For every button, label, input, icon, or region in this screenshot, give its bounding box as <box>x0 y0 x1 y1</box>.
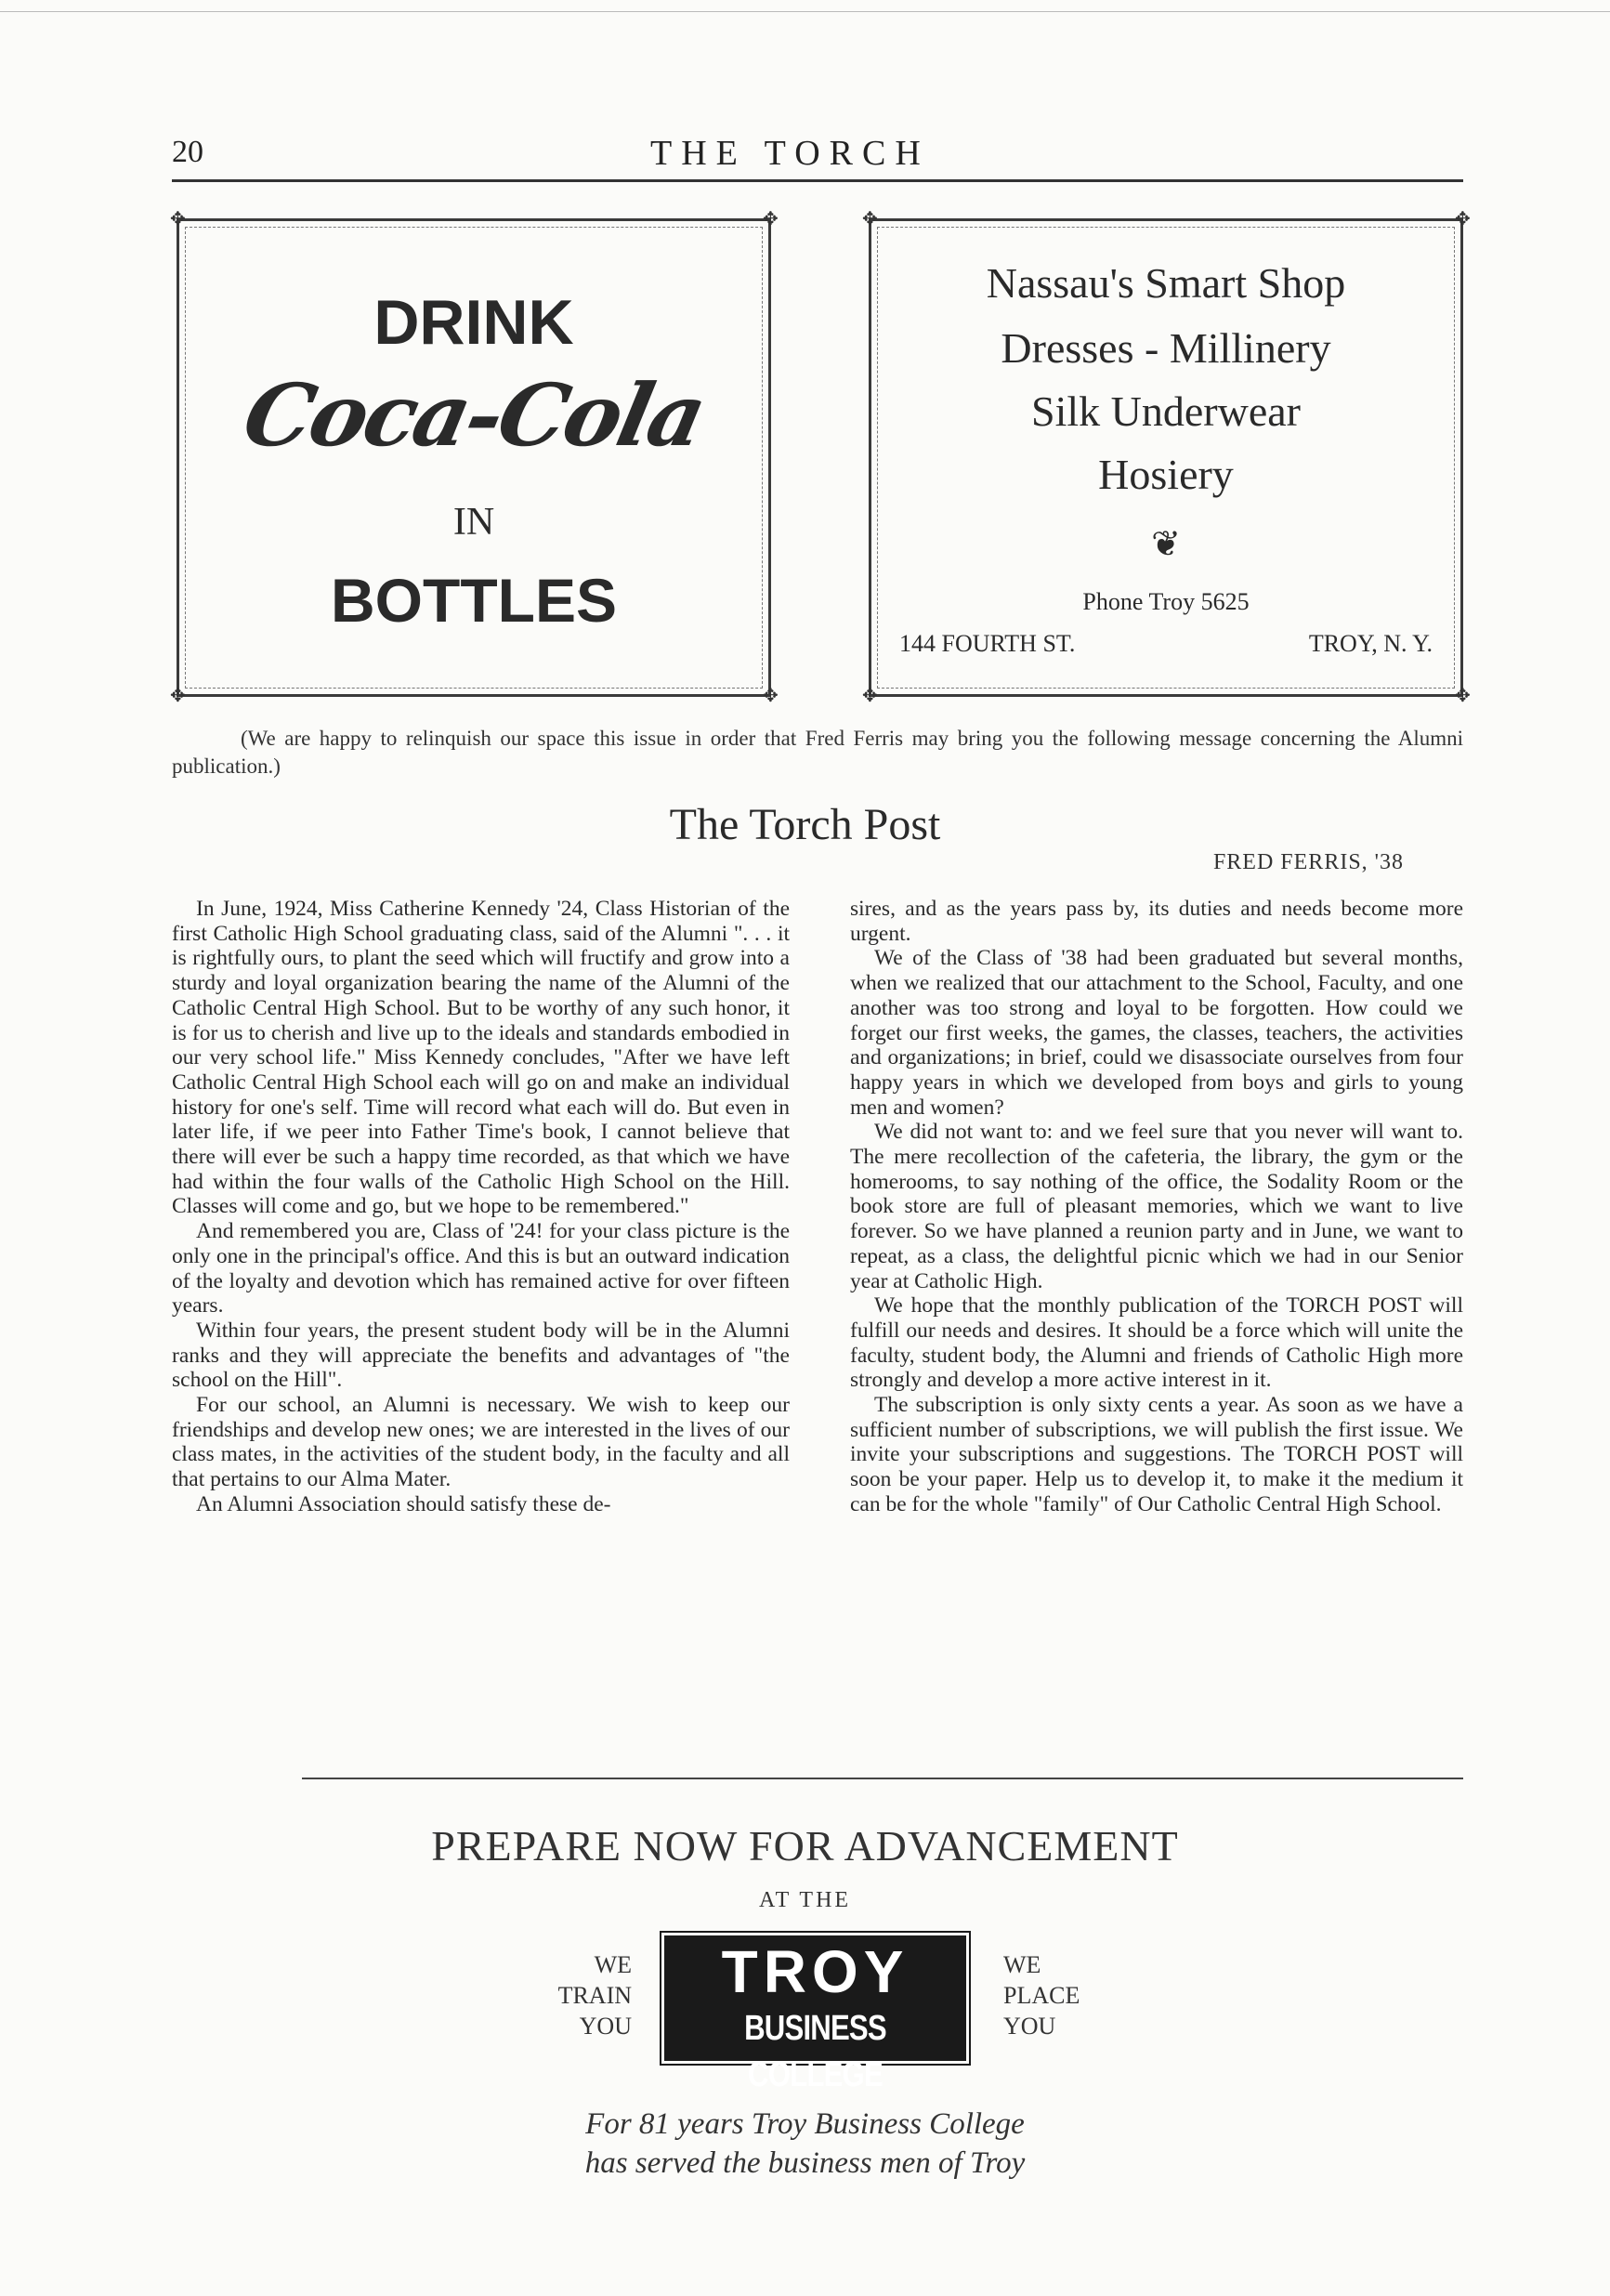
article-paragraph: And remembered you are, Class of '24! for your class picture is the only one in the principal's office. And this is but an outward indication of the loyalty and devotion which has remained active for over fifteen years. <box>172 1219 790 1319</box>
corner-ornament-icon: ✥ <box>170 686 186 706</box>
article-byline: FRED FERRIS, '38 <box>1212 850 1404 874</box>
coke-drink-text: DRINK <box>373 287 574 358</box>
troy-business-college-logo <box>664 1935 966 2094</box>
corner-ornament-icon: ✥ <box>763 686 779 706</box>
coke-bottles-text: BOTTLES <box>331 566 617 635</box>
logo-troy-text: TROY <box>721 1938 910 2005</box>
ad-word: WE <box>1003 1951 1041 1978</box>
article-column-right <box>850 897 1463 1517</box>
ad-word: WE <box>594 1951 632 1978</box>
scan-edge-line <box>0 11 1610 12</box>
college-ad-right-words <box>1003 1949 1115 2041</box>
shop-line-dresses: Dresses - Millinery <box>1001 324 1331 372</box>
article-paragraph: sires, and as the years pass by, its duties and needs become more urgent. <box>850 897 1463 946</box>
shop-phone: Phone Troy 5625 <box>1082 588 1250 615</box>
shop-address: 144 FOURTH ST. <box>899 630 1076 657</box>
article-column-left <box>172 897 790 1517</box>
shop-city: TROY, N. Y. <box>1308 630 1433 657</box>
page-number: 20 <box>172 135 203 169</box>
article-paragraph: An Alumni Association should satisfy these de- <box>196 1491 611 1516</box>
shop-line-silk: Silk Underwear <box>1031 387 1301 435</box>
article-paragraph: Within four years, the present student body will be in the Alumni ranks and they will appreciate the benefits and advantages of "the school on the Hill". <box>172 1318 790 1393</box>
college-ad-tagline: has served the business men of Troy <box>584 2146 1026 2180</box>
corner-ornament-icon: ✥ <box>170 209 186 230</box>
college-ad-headline: PREPARE NOW FOR ADVANCEMENT <box>431 1822 1179 1870</box>
shop-line-hosiery: Hosiery <box>1098 451 1234 498</box>
ad-word: TRAIN <box>557 1982 632 2009</box>
shop-name: Nassau's Smart Shop <box>986 259 1346 307</box>
ad-word: PLACE <box>1003 1982 1080 2009</box>
coca-cola-logo: Coca-Cola <box>235 365 713 466</box>
college-ad-tagline: For 81 years Troy Business College <box>585 2107 1025 2141</box>
ad-word: YOU <box>1003 2013 1056 2040</box>
corner-ornament-icon: ✥ <box>1455 686 1471 706</box>
corner-ornament-icon: ✥ <box>862 209 878 230</box>
coca-cola-ad <box>170 209 779 706</box>
floral-ornament-icon: ❦ <box>1151 525 1181 564</box>
article-paragraph: For our school, an Alumni is necessary. We wish to keep our friendships and develop new ones; we are interested in the lives of our class mates, in the activities of the student body, in the faculty and all that pertains to our Alma Mater. <box>172 1393 790 1492</box>
editorial-note: (We are happy to relinquish our space this issue in order that Fred Ferris may bring you the following message concerning the Alumni publication.) <box>172 727 1463 778</box>
running-title: THE TORCH <box>650 134 930 173</box>
corner-ornament-icon: ✥ <box>862 686 878 706</box>
college-ad-left-words <box>520 1949 632 2041</box>
article-paragraph: We did not want to: and we feel sure that you never will want to. The mere recollection of the cafeteria, the library, the gym or the homerooms, to say nothing of the office, the Sodality Room or the book store are full of pleasant memories, which we want to live forever. So we have planned a reunion party and in June, we want to repeat, as a class, the delightful picnic which we had in our Senior year at Catholic High. <box>850 1120 1463 1293</box>
logo-business-college-text: BUSINESS COLLEGE <box>744 2009 886 2094</box>
header-rule <box>172 179 1463 182</box>
article-paragraph: We hope that the monthly publication of the TORCH POST will fulfill our needs and desires. It should be a force which will unite the faculty, student body, the Alumni and friends of Catholic High more strongly and develop a more active interest in it. <box>850 1293 1463 1393</box>
article-paragraph: In June, 1924, Miss Catherine Kennedy '24, Class Historian of the first Catholic High School graduating class, said of the Alumni ". . . it is rightfully ours, to plant the seed which will fructify and grow into a sturdy and loyal organization bearing the name of the Alumni of the Catholic Central High School. But to be worthy of any such honor, it is for us to cherish and live up to the ideals and standards embodied in our very school life." Miss Kennedy concludes, "After we have left Catholic Central High School each will go on and make an individual history for one's self. Time will record what each will do. But even in later life, if we peer into Father Time's book, I cannot believe that there will ever be such a happy time recorded, as that which we have had within the four walls of the Catholic High School on the Hill. Classes will come and go, but we hope to be remembered." <box>172 897 790 1219</box>
section-divider <box>302 1778 1463 1779</box>
coke-in-text: IN <box>452 501 495 544</box>
article-paragraph: The subscription is only sixty cents a year. As soon as we have a sufficient number of subscriptions, we will publish the first issue. We invite your subscriptions and suggestions. The TORCH POST will soon be your paper. Help us to develop it, to make it the medium it can be for the whole "family" of Our Catholic Central High School. <box>850 1393 1463 1516</box>
corner-ornament-icon: ✥ <box>1455 209 1471 230</box>
article-title: The Torch Post <box>669 800 941 849</box>
nassau-smart-shop-ad <box>862 209 1471 706</box>
corner-ornament-icon: ✥ <box>763 209 779 230</box>
college-ad-at-the: AT THE <box>758 1888 852 1912</box>
article-paragraph: We of the Class of '38 had been graduated but several months, when we realized that our attachment to the School, Faculty, and one another was too strong and loyal to be forgotten. How could we forget our first weeks, the games, the classes, teachers, the activities and organizations; in brief, could we disassociate ourselves from four happy years in which we developed from boys and girls to young men and women? <box>850 946 1463 1120</box>
ad-word: YOU <box>579 2013 632 2040</box>
